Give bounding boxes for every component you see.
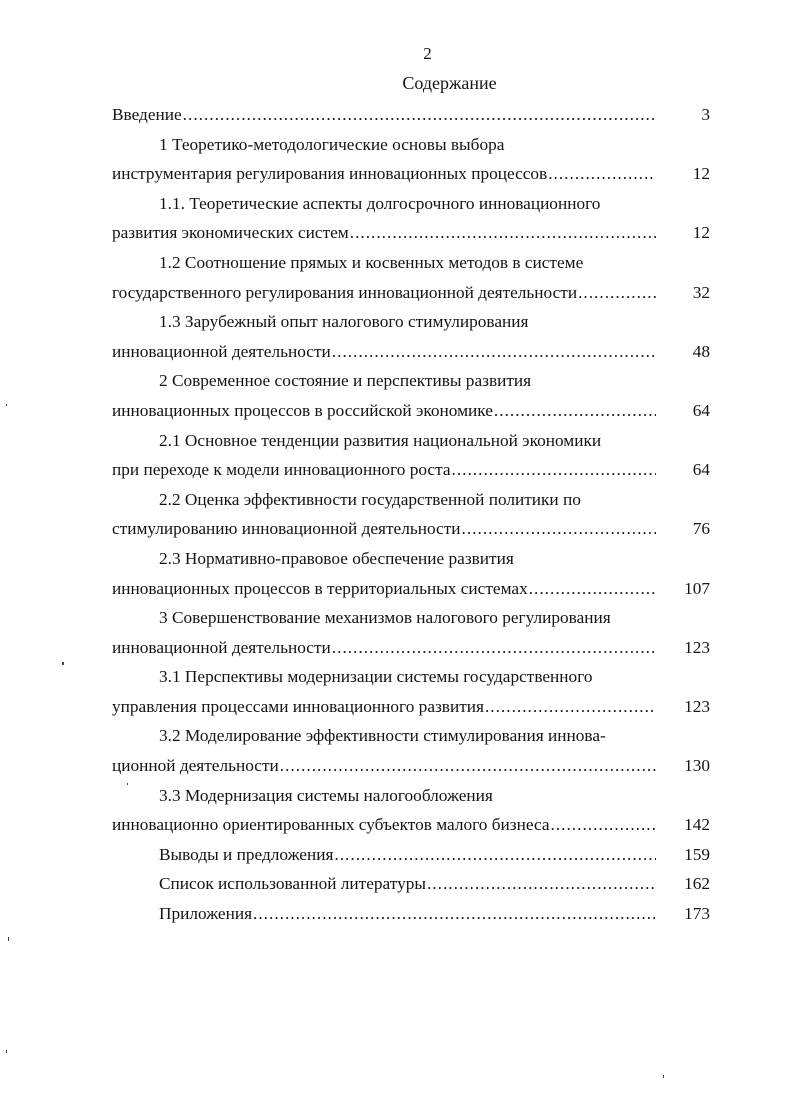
toc-entry-title: Список использованной литературы bbox=[159, 874, 426, 894]
toc-entry-title-line-2: инновационно ориентированных субъектов малого бизнеса bbox=[112, 815, 550, 835]
toc-page-number: 123 bbox=[684, 637, 710, 657]
toc-leader-dots bbox=[331, 633, 656, 663]
toc-page-number: 48 bbox=[692, 341, 710, 361]
toc-leader-dots bbox=[426, 869, 656, 899]
toc-page-number: 64 bbox=[692, 400, 710, 420]
toc-entry-appendices[interactable] bbox=[112, 899, 710, 929]
toc-title: Содержание bbox=[402, 73, 497, 93]
toc-page-number: 76 bbox=[692, 519, 710, 539]
toc-page-number: 107 bbox=[684, 578, 710, 598]
toc-entry-title-line-2: инновационных процессов в территориальных системах bbox=[112, 578, 528, 598]
toc-entry-title-line-1: 3.1 Перспективы модернизации системы государственного bbox=[159, 667, 593, 687]
toc-entry-title-line-2: государственного регулирования инновационной деятельности bbox=[112, 282, 578, 302]
toc-entry-section-1-3[interactable] bbox=[112, 307, 710, 366]
toc-entry-section-3-1[interactable] bbox=[112, 662, 710, 721]
toc-leader-dots bbox=[331, 337, 656, 367]
toc-leader-dots bbox=[493, 396, 656, 426]
toc-entry-chapter-1[interactable] bbox=[112, 130, 710, 189]
toc-leader-dots bbox=[349, 218, 656, 248]
toc-page-number: 12 bbox=[692, 223, 710, 243]
table-of-contents bbox=[112, 100, 710, 929]
toc-page-number: 173 bbox=[684, 904, 710, 924]
toc-leader-dots bbox=[550, 810, 656, 840]
toc-page-number: 159 bbox=[684, 844, 710, 864]
toc-entry-chapter-2[interactable] bbox=[112, 366, 710, 425]
toc-entry-title: Введение bbox=[112, 105, 182, 124]
toc-entry-title-line-1: 1.2 Соотношение прямых и косвенных методов в системе bbox=[159, 252, 584, 272]
toc-entry-title-line-2: инновационной деятельности bbox=[112, 637, 331, 657]
toc-leader-dots bbox=[333, 840, 656, 870]
toc-entry-section-1-2[interactable] bbox=[112, 248, 710, 307]
toc-page-number: 123 bbox=[684, 696, 710, 716]
toc-entry-section-1-1[interactable] bbox=[112, 189, 710, 248]
toc-leader-dots bbox=[252, 899, 656, 929]
toc-entry-title-line-1: 2.1 Основное тенденции развития национальной экономики bbox=[159, 430, 602, 450]
toc-leader-dots bbox=[484, 692, 656, 722]
toc-leader-dots bbox=[547, 159, 656, 189]
toc-leader-dots bbox=[461, 514, 656, 544]
toc-entry-title-line-2: управления процессами инновационного развития bbox=[112, 696, 484, 716]
scan-speck bbox=[127, 783, 128, 785]
toc-entry-title-line-2: стимулированию инновационной деятельности bbox=[112, 519, 461, 539]
toc-entry-section-2-2[interactable] bbox=[112, 485, 710, 544]
toc-page-number: 32 bbox=[692, 282, 710, 302]
toc-entry-section-3-2[interactable] bbox=[112, 721, 710, 780]
toc-page-number: 142 bbox=[684, 815, 710, 835]
scan-speck bbox=[8, 937, 9, 941]
toc-entry-title-line-1: 2.3 Нормативно-правовое обеспечение развития bbox=[159, 548, 514, 568]
scan-speck bbox=[6, 1050, 7, 1053]
toc-leader-dots bbox=[528, 574, 656, 604]
toc-entry-conclusions[interactable] bbox=[112, 840, 710, 870]
toc-entry-title-line-2: ционной деятельности bbox=[112, 756, 279, 776]
toc-entry-title-line-2: инновационных процессов в российской экономике bbox=[112, 400, 493, 420]
toc-page-number: 64 bbox=[692, 460, 710, 480]
toc-leader-dots bbox=[279, 751, 656, 781]
toc-entry-title-line-1: 1 Теоретико-методологические основы выбора bbox=[159, 134, 505, 154]
toc-page-number: 12 bbox=[692, 164, 710, 184]
toc-page-number: 3 bbox=[701, 105, 710, 124]
toc-entry-introduction[interactable] bbox=[112, 100, 710, 130]
toc-page-number: 162 bbox=[684, 874, 710, 894]
toc-page-number: 130 bbox=[684, 756, 710, 776]
toc-entry-title-line-2: развития экономических систем bbox=[112, 223, 349, 243]
toc-entry-section-2-1[interactable] bbox=[112, 426, 710, 485]
scan-speck bbox=[6, 404, 7, 406]
toc-leader-dots bbox=[451, 455, 656, 485]
page-number: 2 bbox=[423, 44, 432, 63]
toc-entry-title-line-2: инструментария регулирования инновационных процессов bbox=[112, 164, 548, 184]
scan-speck bbox=[62, 662, 64, 665]
toc-entry-title-line-1: 3 Совершенствование механизмов налогового регулирования bbox=[159, 608, 611, 628]
toc-entry-section-2-3[interactable] bbox=[112, 544, 710, 603]
toc-entry-title-line-1: 1.1. Теоретические аспекты долгосрочного инновационного bbox=[159, 193, 601, 213]
toc-entry-title-line-1: 3.2 Моделирование эффективности стимулирования иннова- bbox=[159, 726, 606, 746]
toc-entry-title: Приложения bbox=[159, 904, 253, 924]
toc-entry-title: Выводы и предложения bbox=[159, 844, 334, 864]
toc-entry-title-line-1: 1.3 Зарубежный опыт налогового стимулирования bbox=[159, 312, 529, 332]
scan-speck bbox=[663, 1075, 664, 1078]
toc-leader-dots bbox=[182, 100, 656, 130]
toc-entry-references[interactable] bbox=[112, 869, 710, 899]
toc-entry-title-line-2: при переходе к модели инновационного роста bbox=[112, 460, 451, 480]
toc-entry-title-line-1: 3.3 Модернизация системы налогообложения bbox=[159, 785, 493, 805]
toc-entry-title-line-1: 2 Современное состояние и перспективы развития bbox=[159, 371, 532, 391]
toc-entry-chapter-3[interactable] bbox=[112, 603, 710, 662]
toc-leader-dots bbox=[577, 278, 656, 308]
toc-entry-section-3-3[interactable] bbox=[112, 781, 710, 840]
toc-entry-title-line-1: 2.2 Оценка эффективности государственной политики по bbox=[159, 489, 581, 509]
toc-entry-title-line-2: инновационной деятельности bbox=[112, 341, 331, 361]
